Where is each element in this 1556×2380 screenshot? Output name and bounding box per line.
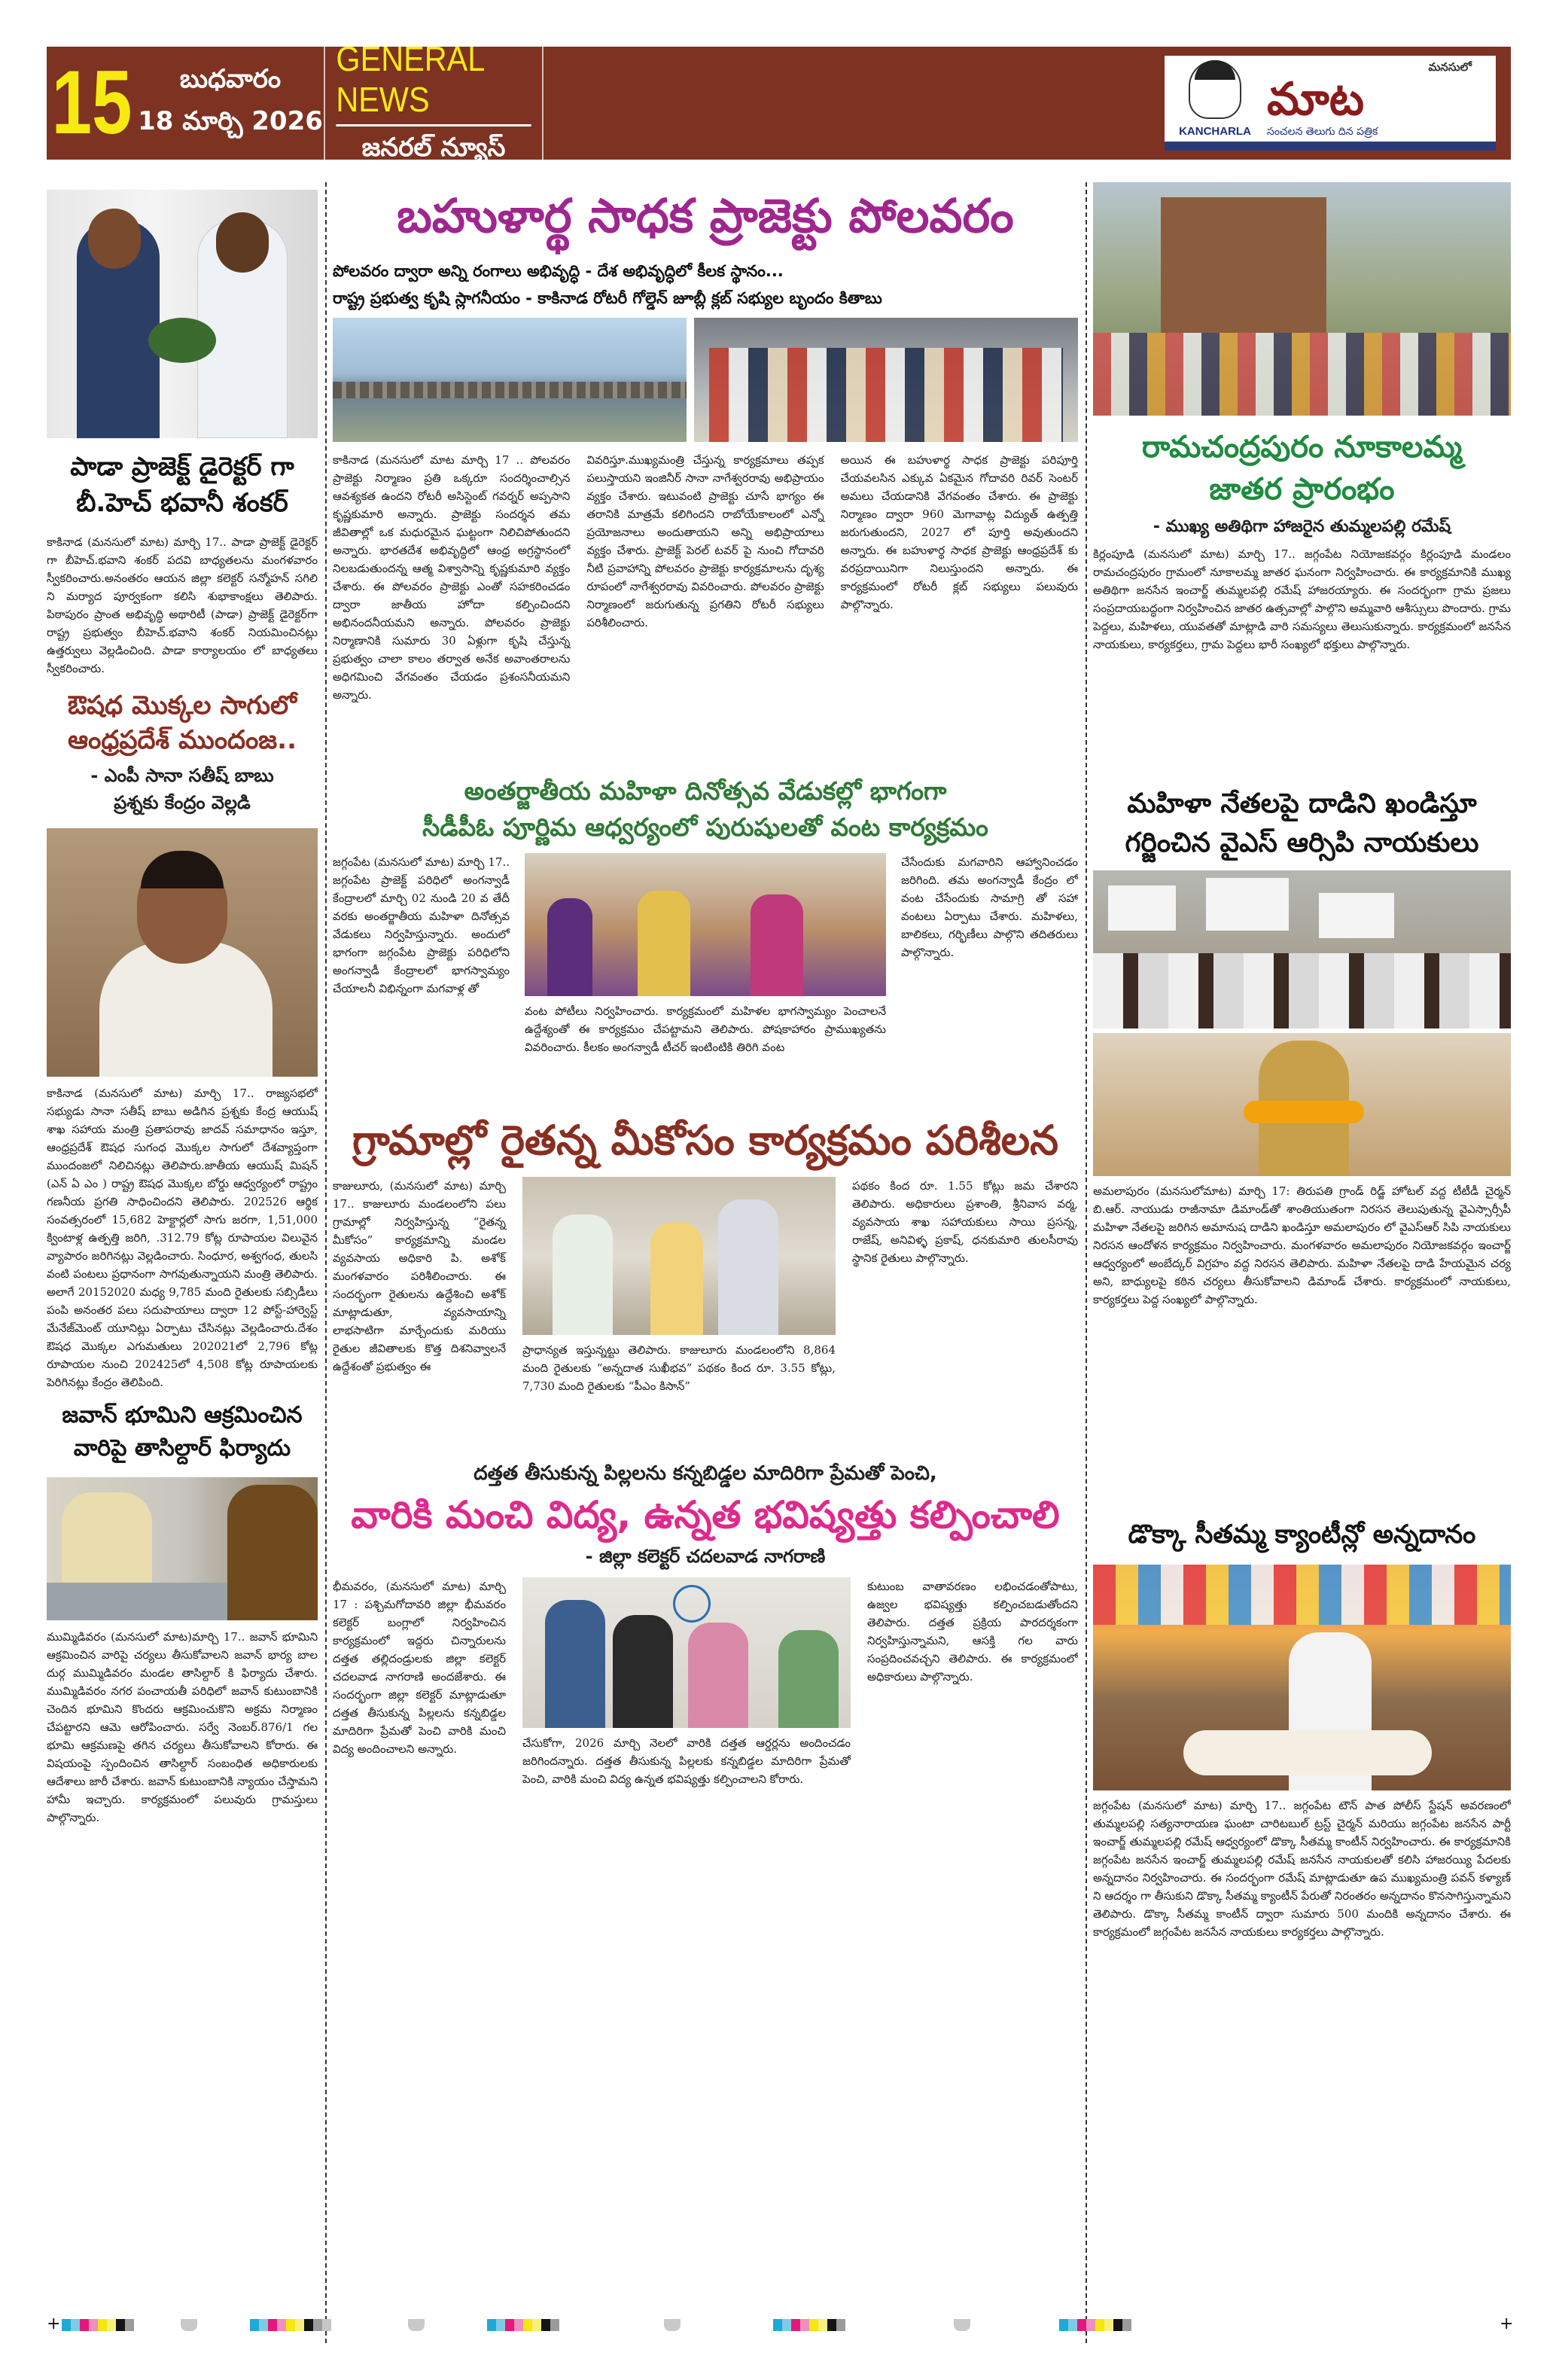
section-title (325, 38, 544, 163)
adoption-kicker: దత్తత తీసుకున్న పిల్లలను కన్నబిడ్డల మాదిరిగా ప్రేమతో పెంచి, (473, 1462, 937, 1485)
lead-deck-2: రాష్ట్ర ప్రభుత్వ కృషి స్లాగనీయం - కాకినాడ రోటరీ గోల్డెన్ జూబ్లీ క్లబ్ సభ్యుల బృందం కితాబు (333, 289, 882, 307)
colour-bar (773, 2319, 845, 2331)
story2-subheadline-line2: ప్రశ్నకు కేంద్రం వెల్లడి (114, 792, 251, 813)
photo-adoption-ceremony (522, 1577, 851, 1728)
registration-mark-icon: + (1500, 2314, 1514, 2333)
newspaper-logo (1165, 56, 1496, 151)
adoption-headline: వారికి మంచి విద్య, ఉన్నత భవిష్యత్తు కల్పించాలి (351, 1493, 1060, 1537)
photo-farmers-meeting (522, 1177, 836, 1335)
issue-date (137, 47, 325, 160)
logo-tagline: సంచలన తెలుగు దిన పత్రిక (1267, 126, 1378, 138)
lead-body-col1: కాకినాడ (మనసులో మాట మార్చి 17 .. పోలవరం ప్రాజెక్టు నిర్మాణం ప్రతి ఒక్కరూ సందర్శించాల్సిన ఆవశ్యకత ఉందని రోటరీ అసిస్టెంట్ గవర్నర్ అప్పసాని కృష్ణకుమారి అన్నారు. ప్రాజెక్టు సందర్శన తమ జీవితాల్లో ఒక మధురమైన ఘట్టంగా నిలిచిపోతుందని అన్నారు. భారతదేశ అభివృద్ధిలో ఆంధ్ర అగ్రస్థానంలో నిలబడుతుందన్న ఆత్మ విశ్వాసాన్ని కృష్ణకుమారి వ్యక్తం చేశారు. ఈ పోలవరం ప్రాజెక్టు ఎంతో సహకరించడం ద్వారా జాతీయ హోదా కల్పించిందని అభినందనీయమని అన్నారు. పోలవరం ప్రాజెక్టు నిర్మాణానికి సుమారు 30 ఏళ్లుగా కృషి చేస్తున్న ప్రభుత్వం చాలా కాలం తర్వాత అనేక అవాంతరాలను అధిగమించి వేగవంతం చేయడం ప్రశంసనీయమని అన్నారు. (333, 453, 571, 702)
story1-body: కాకినాడ (మనసులో మాట) మార్చి 17.. పాడా ప్రాజెక్ట్ డైరెక్టర్ గా బీహెచ్.భవాని శంకర్ పదవి బాధ్యతలను మంగళవారం స్వీకరించారు.అనంతరం ఆయన జిల్లా కలెక్టర్ సన్మోహన్ సగిలి ని మర్యాద పూర్వకంగా కలిసి శుభాకాంక్షలు తెలిపారు. పిఠాపురం ప్రాంత అభివృద్ధి అథారిటీ (పాడా) ప్రాజెక్ట్ డైరెక్టర్‌గా రాష్ట్ర ప్రభుత్వం బీహెచ్.భవాని శంకర్ నియమించినట్లు ఉత్తర్వులు వెల్లడించింది. పాడా కార్యాలయం లో బాధ్యతలు స్వీకరించారు. (47, 535, 318, 675)
colour-bar (487, 2319, 559, 2331)
womens-day-headline-line1: అంతర్జాతీయ మహిళా దినోత్సవ వేడుకల్లో భాగంగా (464, 776, 947, 806)
story2-body: కాకినాడ (మనసులో మాట) మార్చి 17.. రాజ్యసభలో సభ్యుడు సానా సతీష్ బాబు అడిగిన ప్రశ్నకు కేంద్ర ఆయుష్ శాఖ సహాయ మంత్రి ప్రతాపరావు జాదవ్ సమాధానం ఇస్తూ, ఆంధ్రప్రదేశ్ ఔషధ సుగంధ మొక్కల సాగులో దేశవ్యాప్తంగా ముందంజలో నిలిచినట్లు తెలిపారు.జాతీయ ఆయుష్ మిషన్ (ఎన్ ఏ ఎం ) రాష్ట్ర ఔషధ మొక్కల బోర్డు ఆధ్వర్యంలో రాష్ట్రం గణనీయ ప్రగతి సాధించిందని తెలిపారు. 202526 ఆర్థిక సంవత్సరంలో 15,682 హెక్టార్లలో సాగు జరగా, 1,51,000 క్వింటాళ్ల ఉత్పత్తి జరిగి, .312.79 కోట్ల రూపాయల విలువైన వ్యాపారం జరిగినట్లు వెల్లడించారు. సింధూర, అశ్వగంధ, తులసి వంటి పంటలు ప్రధానంగా సాగవుతున్నాయని మంత్రి తెలిపారు. అలాగే 20152020 మధ్య 9,785 మంది రైతులకు సబ్సిడీలు పంపి అనంతర పలు సదుపాయాలు ద్వారా 12 పోస్ట్-హార్వెస్ట్ మేనేజ్‌మెంట్ యూనిట్లు ఏర్పాటు చేసినట్లు వెల్లడించారు.దేశం ఔషధ మొక్కల ఎగుమతులు 202021లో 2,796 కోట్ల రూపాయల నుంచి 202425లో 4,508 కోట్ల రూపాయలకు పెరిగినట్లు కేంద్రం తెలిపింది. (47, 1086, 318, 1389)
logo-title: మాట (1267, 73, 1365, 126)
womens-day-headline-line2: సీడీపీఓ పూర్ణిమ ఆధ్వర్యంలో పురుషులతో వంట కార్యక్రమం (422, 812, 988, 842)
lead-headline: బహుళార్థ సాధక ప్రాజెక్టు పోలవరం (397, 188, 1014, 243)
r-story3-body: జగ్గంపేట (మనసులో మాట) మార్చి 17.. జగ్గంపేట టౌన్ పాత పోలీస్ స్టేషన్ అవరణంలో తుమ్మలపల్లి సత్యనారాయణ ఘంటా చారిటబుల్ ట్రస్ట్ చైర్మన్ మరియు జగ్గంపేట జనసేన పార్టీ ఇంచార్జ్ తుమ్మలపల్లి రమేష్ ఆధ్వర్యంలో డొక్కా సీతమ్మ కాంటీన్ నిర్వహించారు. ఈ కార్యక్రమానికి జగ్గంపేట జనసేన ఇంచార్జ్ తుమ్మలపల్లి రమేష్ జనసేన నాయకులతో కలిసి హాజరయ్యి పేదలకు అన్నదానం నిర్వహించారు. ఈ సందర్భంగా రమేష్ మాట్లాడుతూ ఉప ముఖ్యమంత్రి పవన్ కళ్యాణ్ ని ఆదర్శం గా తీసుకుని డొక్కా సీతమ్మ క్యాంటీన్ పేరుతో నిరంతరం అన్నదానం కొనసాగిస్తున్నామని తెలిపారు. డొక్కా సీతమ్మ కాంటీన్ ద్వారా సుమారు 500 మందికి అన్నదానం చేశారు. ఈ కార్యక్రమంలో జగ్గంపేట జనసేన నాయకులు కార్యకర్తలు పాల్గొన్నారు. (1093, 1799, 1511, 1939)
story2-headline-line2: ఆంధ్రప్రదేశ్ ముందంజ.. (68, 725, 297, 755)
story3-headline-line1: జవాన్ భూమిని ఆక్రమించిన (62, 1402, 303, 1428)
grey-patch (664, 2319, 681, 2331)
logo-prefix: మనసులో (1428, 60, 1472, 74)
registration-mark-icon: + (47, 2314, 61, 2333)
photo-ysrcp-protest (1093, 870, 1511, 1028)
portrait-icon (1189, 60, 1241, 119)
story1-headline-line1: పాడా ప్రాజెక్ట్ డైరెక్టర్ గా (70, 452, 294, 482)
photo-cooking-event (525, 853, 886, 996)
lead-deck-1: పోలవరం ద్వారా అన్ని రంగాలు అభివృద్ధి - దేశ అభివృద్ధిలో కీలక స్థానం... (333, 262, 784, 280)
photo-nookalamma-temple (1093, 182, 1511, 416)
middle-column (333, 182, 1078, 1879)
grey-patch (181, 2319, 197, 2331)
r-story1-headline-line2: జాతర ప్రారంభం (1209, 472, 1395, 507)
logo-brand: KANCHARLA (1179, 125, 1251, 138)
page-number: 15 (51, 52, 132, 154)
colour-bar (250, 2319, 331, 2331)
r-story1-body: కిర్లంపూడి (మనసులో మాట) మార్చి 17.. జగ్గంపేట నియోజకవర్గం కిర్లంపూడి మండలం రామచంద్రపురం గ్రామంలో నూకాలమ్మ జాతర ఘనంగా నిర్వహించారు. ఈ కార్యక్రమానికి ముఖ్య అతిథిగా జనసేన ఇంచార్జ్ తుమ్మలపల్లి రమేష్ హాజరయ్యారు. ఈ సందర్భంగా గ్రామ ప్రజలు సంప్రదాయబద్ధంగా నిర్వహించిన జాతర ఉత్సవాల్లో పాల్గొని అమ్మవారి ఆశీస్సులు పొందారు. గ్రామ పెద్దలు, మహిళలు, యువతతో మాట్లాడి వారి సమస్యలు తెలుసుకున్నారు. కార్యక్రమంలో జనసేన నాయకులు, కార్యకర్తలు, గ్రామ పెద్దలు భారీ సంఖ్యలో భక్తులు పాల్గొన్నారు. (1093, 547, 1511, 651)
adoption-col1: భీమవరం, (మనసులో మాట) మార్చి 17 : పశ్చిమగోదావరి జిల్లా భీమవరం కలెక్టర్ బంగ్లాలో నిర్వహించిన కార్యక్రమంలో ఇద్దరు చిన్నారులను దత్తత తల్లిదండ్రులకు జిల్లా కలెక్టర్ చదలవాడ నాగరాణి అందజేశారు. ఈ సందర్భంగా జిల్లా కలెక్టర్ మాట్లాడుతూ దత్తత తీసుకున్న పిల్లలను కన్నబిడ్డల మాదిరిగా ప్రేమతో పెంచి వారికి మంచి విద్య అందించాలని అన్నారు. (333, 1580, 506, 1756)
adoption-byline: - జిల్లా కలెక్టర్ చదలవాడ నాగరాణి (585, 1546, 826, 1567)
photo-officials-handshake (47, 190, 318, 438)
lead-body-col2: వివరిస్తూ.ముఖ్యమంత్రి చేస్తున్న కార్యక్రమాలు తప్పక పలుస్తాయని ఇంజినీర్ సానా నాగేశ్వరరావు అభిప్రాయం వ్యక్తం చేశారు. ఇటువంటి ప్రాజెక్టు చూసే భాగ్యం ఈ తరానికి మాత్రమే కలిగిందని రాబోయేకాలంలో ఎన్నో ప్రయోజనాలు అందుతాయని అన్ని అభిప్రాయాలు వ్యక్తం చేశారు. ప్రాజెక్ట్ పెరల్ టవర్ పై నుంచి గోదావరి నీటి ప్రవాహాన్ని పోలవరం ప్రాజెక్టు కార్యక్రమాలను దృశ్య రూపంలో నాగేశ్వరరావు వివరించారు. పోలవరం ప్రాజెక్టు నిర్మాణంలో జరుగుతున్న ప్రగతిని రోటరీ సభ్యులు పరిశీలించారు. (586, 453, 824, 629)
masthead (47, 38, 1511, 163)
photo-mp-parliament (47, 828, 318, 1077)
photo-rotary-group (694, 318, 1078, 442)
story3-body: ముమ్మిడివరం (మనసులో మాట)మార్చి 17.. జవాన్ భూమిని ఆక్రమించిన వారిపై చర్యలు తీసుకోవాలని జవాన్ భార్య బాల దుర్గ ముమ్మిడివరం మండల తాసిల్దార్ కి ఫిర్యాదు చేశారు. ముమ్మిడివరం నగర పంచాయతీ పరిధిలో జవాన్ కుటుంబానికి చెందిన భూమిని కొందరు ఆక్రమించుకొని అక్రమ నిర్మాణం చేపట్టారని ఆమె ఆరోపించారు. సర్వే నెంబర్.876/1 గల భూమి ఆక్రమణపై తగిన చర్యలు తీసుకోవాలని కోరారు. ఈ విషయంపై స్పందించిన తాసిల్దార్ సంబంధిత అధికారులకు ఆదేశాలు జారీ చేశారు. జవాన్ కుటుంబానికి న్యాయం చేస్తామని హామీ ఇచ్చారు. కార్యక్రమంలో పలువురు గ్రామస్తులు పాల్గొన్నారు. (47, 1630, 318, 1824)
grey-patch (954, 2319, 970, 2331)
r-story2-headline-line1: మహిళా నేతలపై దాడిని ఖండిస్తూ (1127, 788, 1477, 819)
story2-subheadline-line1: - ఎంపీ సానా సతీష్ బాబు (90, 765, 274, 786)
r-story2-headline-line2: గర్జించిన వైఎస్ ఆర్సిపి నాయకులు (1125, 827, 1479, 858)
adoption-col3: కుటుంబ వాతావరణం లభించడంతోపాటు, ఉజ్వల భవిష్యత్తు కల్పించబడుతోందని తెలిపారు. దత్తత ప్రక్రియ పారదర్శకంగా నిర్వహిస్తున్నామని, ఆసక్తి గల వారు సంప్రదించవచ్చని తెలిపారు. ఈ కార్యక్రమంలో అధికారులు పాల్గొన్నారు. (867, 1580, 1078, 1684)
womens-day-col3: చేసేందుకు మగవారిని ఆహ్వానించడం జరిగింది. తమ అంగన్వాడీ కేంద్రం లో వంట చేసేందుకు సామాగ్రి తో సహా వంటలు ఏర్పాటు చేశారు. మహిళలు, బాలికలు, గర్భిణీలు పాల్గొని తదితరులు పాల్గొన్నారు. (901, 855, 1078, 959)
right-column (1093, 182, 1511, 2037)
photo-ambedkar-statue (1093, 1033, 1511, 1176)
print-colour-bars (47, 2314, 1514, 2333)
lead-body-col3: అయిన ఈ బహుళార్థ సాధక ప్రాజెక్టు పరిపూర్తి చేయవలసిన ఎక్కువ ఏకమైన గోదావరి రివర్ సెంటర్ అమలు చేయడానికి వేగవంతం చేశారు. ఈ ప్రాజెక్టు నిర్మాణం ద్వారా 960 మెగావాట్ల విద్యుత్ ఉత్పత్తి జరుగుతుందని, 2027 లో పూర్తి అవుతుందని అన్నారు. ఈ బహుళార్థ సాధక ప్రాజెక్టు ఆంధ్రప్రదేశ్ కు వరప్రదాయినిగా నిలుస్తుందని అన్నారు. ఈ కార్యక్రమంలో రోటరీ క్లబ్ సభ్యులు పలువురు పాల్గొన్నారు. (840, 453, 1078, 611)
weekday: బుధవారం (179, 64, 282, 94)
section-title-en: GENERAL NEWS (336, 38, 531, 126)
farmers-col1: కాజులూరు, (మనసులో మాట) మార్చి 17.. కాజులూరు మండలంలోని పలు గ్రామాల్లో నిర్వహిస్తున్న “రైతన్న మీకోసం” కార్యక్రమాన్ని మండల వ్యవసాయ అధికారి పి. అశోక్ మంగళవారం పరిశీలించారు. ఈ సందర్భంగా రైతులను ఉద్దేశించి అశోక్ మాట్లాడుతూ, వ్యవసాయాన్ని లాభసాటిగా మార్చేందుకు మరియు రైతుల జీవితాలకు కొత్త దిశనివ్వాలనే ఉద్దేశంతో ప్రభుత్వం ఈ (333, 1179, 506, 1373)
colour-bar (62, 2319, 134, 2331)
adoption-col2: చేసుకోగా, 2026 మార్చి నెలలో వారికి దత్తత ఆర్డర్లను అందించడం జరిగిందన్నారు. దత్తత తీసుకున్న పిల్లలకు కన్నబిడ్డల మాదిరిగా ప్రేమతో పెంచి, వారికి మంచి విద్య ఉన్నత భవిష్యత్తు కల్పించాలని కోరారు. (522, 1736, 851, 1786)
r-story1-subheadline: - ముఖ్య అతిథిగా హాజరైన తుమ్మలపల్లి రమేష్ (1153, 517, 1451, 536)
section-title-te: జనరల్ న్యూస్ (361, 132, 506, 163)
grey-patch (408, 2319, 425, 2331)
photo-anna-danam (1093, 1565, 1511, 1790)
womens-day-col1: జగ్గంపేట (మనసులో మాట) మార్చి 17.. జగ్గంపేట ప్రాజెక్ట్ పరిధిలో అంగన్వాడీ కేంద్రాలలో మార్చి 02 నుండి 20 వ తేదీ వరకు అంతర్జాతీయ మహిళా దినోత్సవ వేడుకలు నిర్వహిస్తున్నారు. అందులో భాగంగా జగ్గంపేట ప్రాజెక్టు పరిధిలోని అంగన్వాడీ కేంద్రాలలో భాగస్వామ్యం చేయాలనీ విభిన్నంగా మగవాళ్ల తో (333, 855, 510, 995)
farmers-col3: పథకం కింద రూ. 1.55 కోట్లు జమ చేశారని తెలిపారు. అధికారులు ప్రశాంతి, శ్రీనివాస వర్మ, వ్యవసాయ శాఖ సహాయకులు సాయి ప్రసన్న, రాజేష్, అనివిళ్ళ ప్రకాష్, ధనకుమారి తులసీరావు స్థానిక రైతులు పాల్గొన్నారు. (852, 1179, 1078, 1265)
r-story3-headline: డొక్కా సీతమ్మ క్యాంటీన్లో అన్నదానం (1128, 1519, 1476, 1550)
left-column (47, 182, 318, 1827)
story3-headline-line2: వారిపై తాసిల్దార్ ఫిర్యాదు (73, 1435, 291, 1461)
r-story2-body: అమలాపురం (మనసులోమాట) మార్చి 17: తిరుపతి గ్రాండ్ రిడ్జ్ హోటల్ వద్ద టీటీడీ చైర్మన్ బి.ఆర్. నాయుడు రాజీనామా డిమాండ్‌తో శాంతియుతంగా నిరసన తెలుపుతున్న వైఎస్సార్సీపీ మహిళా నేతలపై జరిగిన అమానుష దాడిని ఖండిస్తూ అమలాపురం లో వైఎస్ఆర్ సిపి నాయకులు నిరసన ఆందోళన కార్యక్రమం నిర్వహించారు. మంగళవారం అమలాపురం నియోజకవర్గం ఇంచార్జ్ ఆధ్వర్యంలో అంబేద్కర్ విగ్రహం వద్ద నిరసన తెలిపారు. మహిళా నేతలపై దాడి హేయమైన చర్య అని, బాధ్యులపై కఠిన చర్యలు తీసుకోవాలని డిమాండ్ చేశారు. కార్యక్రమంలో నాయకులు, కార్యకర్తలు పెద్ద సంఖ్యలో పాల్గొన్నారు. (1093, 1184, 1511, 1306)
farmers-col2: ప్రాధాన్యత ఇస్తున్నట్టు తెలిపారు. కాజులూరు మండలంలోని 8,864 మంది రైతులకు “అన్నదాత సుఖీభవ” పథకం కింద రూ. 3.55 కోట్లు, 7,730 మంది రైతులకు “పీఎం కిసాన్” (522, 1343, 836, 1393)
farmers-headline: గ్రామాల్లో రైతన్న మీకోసం కార్యక్రమం పరిశీలన (352, 1117, 1058, 1164)
story1-headline-line2: బీ.హెచ్ భవానీ శంకర్ (76, 488, 288, 518)
newspaper-page (47, 38, 1511, 2313)
date: 18 మార్చి 2026 (138, 106, 323, 136)
womens-day-col2: వంట పోటీలు నిర్వహించారు. కార్యక్రమంలో మహిళల భాగస్వామ్యం పెంచాలనే ఉద్దేశ్యంతో ఈ కార్యక్రమం చేపట్టామని తెలిపారు. పోషకాహారం ప్రాముఖ్యతను వివరించారు. కీలకం అంగన్వాడీ టీచర్ ఇంటింటికి తిరిగి వంట (525, 1004, 886, 1054)
photo-polavaram-dam (333, 318, 687, 442)
r-story1-headline-line1: రామచంద్రపురం నూకాలమ్మ (1141, 430, 1463, 465)
photo-tahsildar-office (47, 1477, 318, 1620)
story2-headline-line1: ఔషధ మొక్కల సాగులో (68, 690, 297, 721)
colour-bar (1059, 2319, 1131, 2331)
